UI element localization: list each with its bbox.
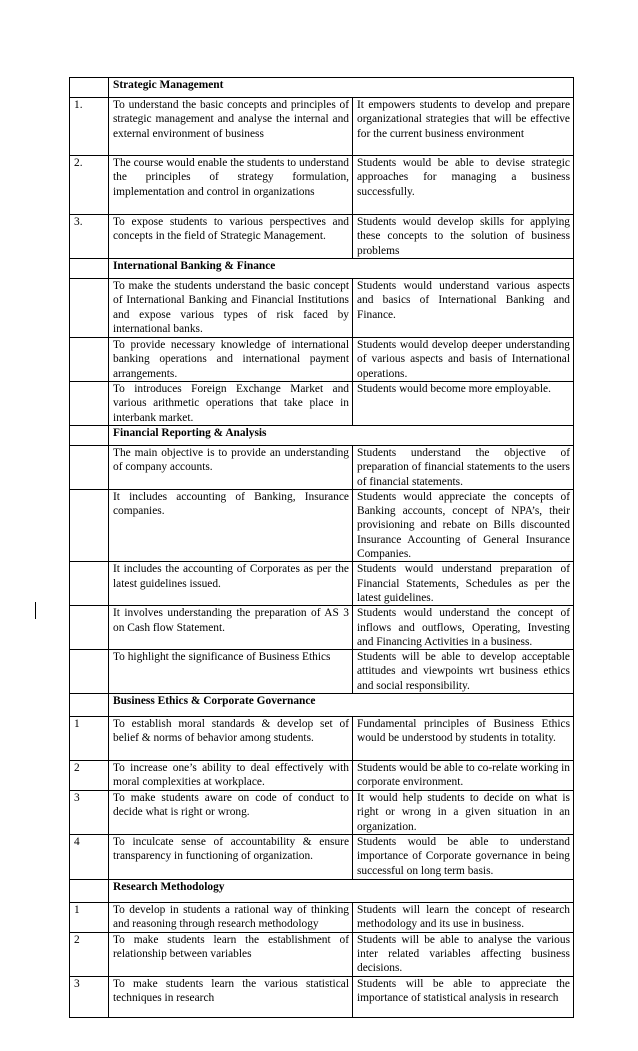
- table-row: [70, 606, 574, 650]
- row-number-cell: 1: [70, 717, 109, 761]
- row-number-cell: 2: [70, 932, 109, 976]
- row-number-cell: 1.: [70, 98, 109, 156]
- section-number-cell: [70, 694, 109, 717]
- row-number-cell: [70, 446, 109, 490]
- table-row: [70, 215, 574, 259]
- objective-cell: To introduces Foreign Exchange Market and various arithmetic operations that take place in interbank market.: [109, 382, 353, 426]
- section-number-cell: [70, 259, 109, 279]
- table-row: [70, 446, 574, 490]
- table-row: [70, 717, 574, 761]
- row-number-cell: 4: [70, 835, 109, 880]
- table-row: [70, 932, 574, 976]
- section-number-cell: [70, 880, 109, 903]
- outcome-cell: Students would understand the concept of inflows and outflows, Operating, Investing and Financing Activities in a business.: [353, 606, 574, 650]
- table-row: [70, 650, 574, 694]
- row-number-cell: 3.: [70, 215, 109, 259]
- outcome-cell: Fundamental principles of Business Ethics would be understood by students in totality.: [353, 717, 574, 761]
- objective-cell: To highlight the significance of Business Ethics: [109, 650, 353, 694]
- objective-cell: It includes accounting of Banking, Insurance companies.: [109, 489, 353, 561]
- table-row: [70, 98, 574, 156]
- table-row: [70, 562, 574, 606]
- objective-cell: To understand the basic concepts and principles of strategic management and analyse the internal and external environment of business: [109, 98, 353, 156]
- objective-cell: To develop in students a rational way of thinking and reasoning through research methodology: [109, 903, 353, 933]
- row-number-cell: 2.: [70, 156, 109, 215]
- outcome-cell: It empowers students to develop and prepare organizational strategies that will be effective for the current business environment: [353, 98, 574, 156]
- row-number-cell: 3: [70, 976, 109, 1017]
- outcome-cell: Students understand the objective of preparation of financial statements to the users of financial statements.: [353, 446, 574, 490]
- objective-cell: To increase one’s ability to deal effectively with moral complexities at workplace.: [109, 761, 353, 791]
- row-number-cell: [70, 489, 109, 561]
- outcome-cell: Students would be able to understand importance of Corporate governance in being successful on long term basis.: [353, 835, 574, 880]
- table-row: [70, 791, 574, 835]
- objective-cell: To make students learn the various statistical techniques in research: [109, 976, 353, 1017]
- table-row: [70, 976, 574, 1017]
- outcome-cell: Students would be able to co-relate working in corporate environment.: [353, 761, 574, 791]
- objective-cell: To make the students understand the basic concept of International Banking and Financial Institutions and expose various types of risk faced by international banks.: [109, 279, 353, 338]
- table-row: [70, 279, 574, 338]
- outcome-cell: Students will be able to appreciate the importance of statistical analysis in research: [353, 976, 574, 1017]
- objective-cell: The course would enable the students to understand the principles of strategy formulation, implementation and control in organizations: [109, 156, 353, 215]
- section-heading-row: [70, 426, 574, 446]
- row-number-cell: [70, 650, 109, 694]
- text-cursor: [35, 602, 36, 619]
- section-heading-row: [70, 880, 574, 903]
- section-heading-row: [70, 694, 574, 717]
- row-number-cell: 1: [70, 903, 109, 933]
- table-row: [70, 903, 574, 933]
- section-number-cell: [70, 78, 109, 98]
- section-heading: Business Ethics & Corporate Governance: [109, 694, 574, 717]
- table-row: [70, 338, 574, 382]
- outcome-cell: Students will be able to analyse the various inter related variables affecting business decisions.: [353, 932, 574, 976]
- objective-cell: To provide necessary knowledge of international banking operations and international payment arrangements.: [109, 338, 353, 382]
- table-row: [70, 156, 574, 215]
- table-row: [70, 382, 574, 426]
- outcome-cell: Students would become more employable.: [353, 382, 574, 426]
- outcome-cell: Students would develop skills for applying these concepts to the solution of business problems: [353, 215, 574, 259]
- objective-cell: It involves understanding the preparation of AS 3 on Cash flow Statement.: [109, 606, 353, 650]
- table-row: [70, 835, 574, 880]
- section-heading: Financial Reporting & Analysis: [109, 426, 574, 446]
- objective-cell: To make students aware on code of conduct to decide what is right or wrong.: [109, 791, 353, 835]
- section-heading: Research Methodology: [109, 880, 574, 903]
- objective-cell: To inculcate sense of accountability & ensure transparency in functioning of organization.: [109, 835, 353, 880]
- section-heading-row: [70, 259, 574, 279]
- row-number-cell: 3: [70, 791, 109, 835]
- row-number-cell: [70, 338, 109, 382]
- section-heading-row: [70, 78, 574, 98]
- section-number-cell: [70, 426, 109, 446]
- outcome-cell: It would help students to decide on what is right or wrong in a given situation in an organization.: [353, 791, 574, 835]
- objective-cell: It includes the accounting of Corporates as per the latest guidelines issued.: [109, 562, 353, 606]
- objective-cell: To expose students to various perspectives and concepts in the field of Strategic Management.: [109, 215, 353, 259]
- row-number-cell: [70, 279, 109, 338]
- objective-cell: To establish moral standards & develop set of belief & norms of behavior among students.: [109, 717, 353, 761]
- row-number-cell: [70, 606, 109, 650]
- outcome-cell: Students would understand various aspects and basics of International Banking and Finance.: [353, 279, 574, 338]
- outcome-cell: Students will learn the concept of research methodology and its use in business.: [353, 903, 574, 933]
- outcome-cell: Students will be able to develop acceptable attitudes and viewpoints wrt business ethics and social responsibility.: [353, 650, 574, 694]
- row-number-cell: [70, 562, 109, 606]
- outcome-cell: Students would be able to devise strategic approaches for managing a business successfully.: [353, 156, 574, 215]
- outcome-cell: Students would develop deeper understanding of various aspects and basis of International operations.: [353, 338, 574, 382]
- outcome-cell: Students would appreciate the concepts of Banking accounts, concept of NPA’s, their provisioning and rebate on Bills discounted Insurance Accounting of General Insurance Companies.: [353, 489, 574, 561]
- outcome-cell: Students would understand preparation of Financial Statements, Schedules as per the latest guidelines.: [353, 562, 574, 606]
- section-heading: Strategic Management: [109, 78, 574, 98]
- table-row: [70, 489, 574, 561]
- course-outcomes-table: [69, 77, 574, 1018]
- table-row: [70, 761, 574, 791]
- row-number-cell: 2: [70, 761, 109, 791]
- objective-cell: To make students learn the establishment of relationship between variables: [109, 932, 353, 976]
- objective-cell: The main objective is to provide an understanding of company accounts.: [109, 446, 353, 490]
- section-heading: International Banking & Finance: [109, 259, 574, 279]
- row-number-cell: [70, 382, 109, 426]
